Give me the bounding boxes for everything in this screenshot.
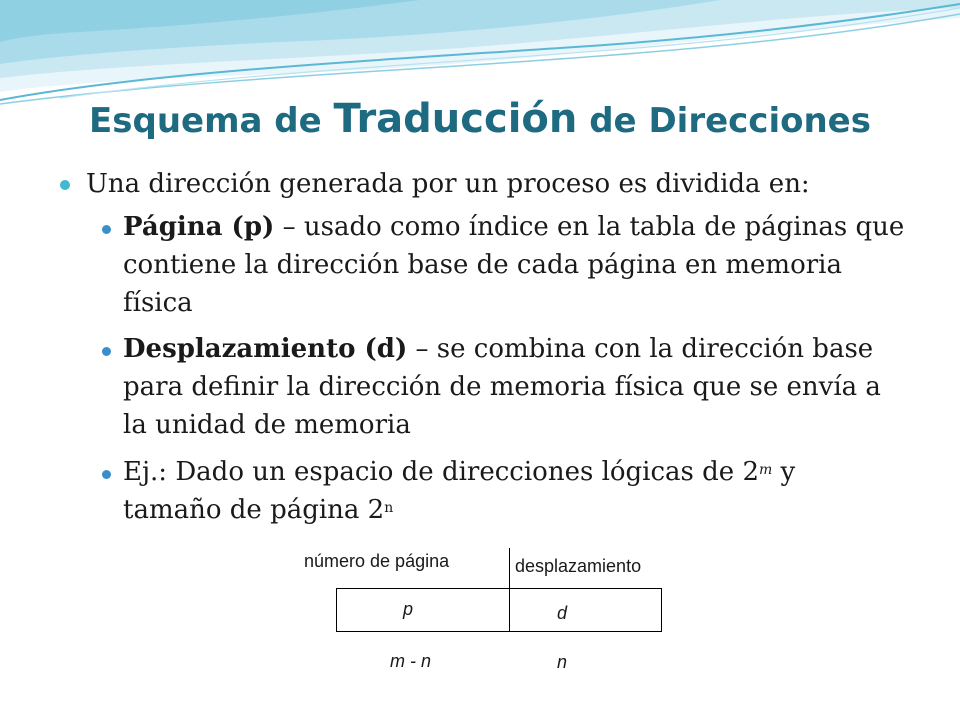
bullet-dot-icon (102, 225, 111, 234)
bullet-2 (123, 208, 913, 322)
bullet-4-text-a: Ej.: Dado un espacio de direcciones lógicas de 2 (123, 457, 759, 487)
bullet-3 (123, 330, 913, 444)
bullet-dot-icon (60, 180, 70, 190)
bullet-dot-icon (102, 347, 111, 356)
slide-title (0, 96, 960, 142)
bullet-dot-icon (102, 470, 111, 479)
exponent-n: n (384, 500, 394, 516)
title-part-3: de Direcciones (589, 101, 871, 141)
bullet-2-text: – usado como índice en la tabla de páginas que contiene la dirección base de cada página en memoria física (123, 212, 905, 318)
bullet-4 (123, 453, 823, 529)
bullet-3-term: Desplazamiento (d) (123, 334, 408, 364)
page-bits-label: m - n (390, 651, 432, 671)
page-number-label: número de página (304, 551, 450, 571)
page-field-p: p (403, 599, 414, 619)
bullet-2-term: Página (p) (123, 212, 275, 242)
offset-field-d: d (557, 603, 568, 623)
bullet-4-text-b: y tamaño de página 2 (123, 457, 796, 525)
title-part-2: Traducción (333, 96, 578, 142)
header-wave-decoration (0, 0, 960, 110)
address-box (336, 588, 662, 632)
exponent-m: m (759, 462, 773, 478)
title-part-1: Esquema de (89, 101, 322, 141)
offset-bits-label: n (557, 652, 568, 672)
bullet-1: Una dirección generada por un proceso es dividida en: (86, 169, 810, 199)
offset-label: desplazamiento (515, 556, 642, 576)
bullet-3-text: – se combina con la dirección base para definir la dirección de memoria física que se envía a la unidad de memoria (123, 334, 881, 440)
